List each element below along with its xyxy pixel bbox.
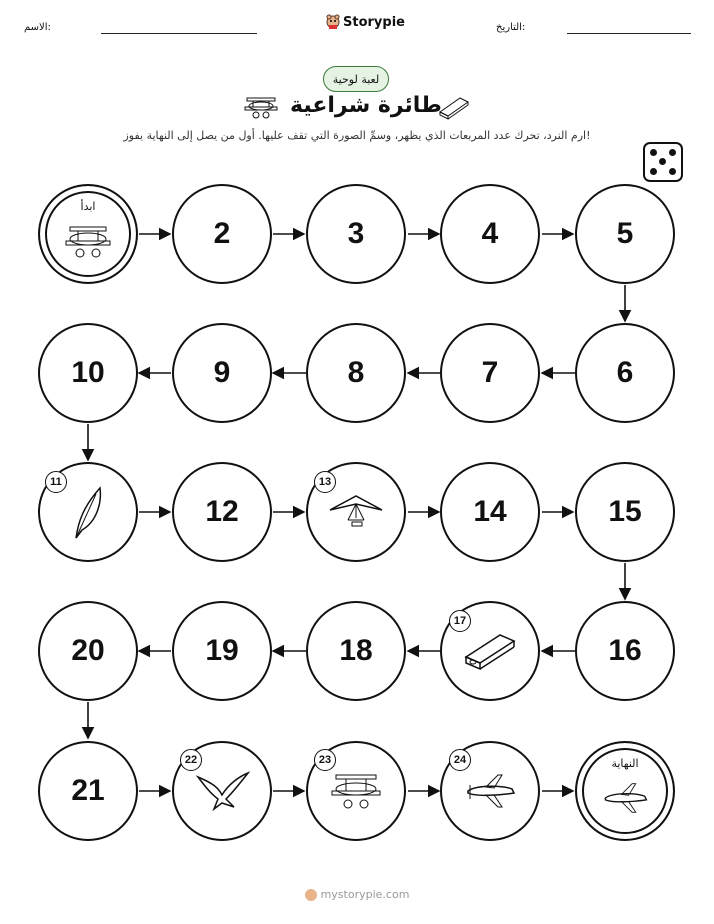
board-cell [306,601,406,701]
cell-number-tag: 24 [449,749,471,771]
propeller-plane-icon [462,771,518,811]
biplane-icon [62,223,114,259]
board-cell [172,601,272,701]
biplane-icon [328,771,384,811]
board-cell [38,323,138,423]
name-label: الاسم: [24,22,51,33]
cell-number: 15 [608,495,642,528]
board-cell [38,601,138,701]
board-cell [575,462,675,562]
wood-plank-icon [462,629,518,673]
cell-number: 19 [205,634,239,667]
instructions: ارم النرد، تحرك عدد المربعات الذي يظهر، وسمِّ الصورة التي تقف عليها. أول من يصل إلى النهاية يفوز! [123,129,591,142]
cell-number: 7 [481,356,499,389]
board-cell [306,323,406,423]
cell-number: 5 [616,217,634,250]
date-label: التاريخ: [496,22,526,33]
footer-url [0,888,714,901]
brand-name: Storypie [343,14,405,30]
end-label: النهاية [611,757,639,770]
cell-number: 6 [616,356,634,389]
cell-number: 10 [71,356,105,389]
hang-glider-icon [326,492,386,532]
board-cell [440,462,540,562]
cell-number-tag: 23 [314,749,336,771]
game-type-badge: لعبة لوحية [323,66,389,92]
board-cell [575,601,675,701]
cell-number: 2 [213,217,231,250]
cell-number: 4 [481,217,499,250]
board-cell [38,741,138,841]
board-cell [172,184,272,284]
board-cell [172,462,272,562]
cell-number: 14 [473,495,507,528]
board-cell [306,184,406,284]
cell-number: 20 [71,634,105,667]
feather-icon [68,484,108,540]
board-cell [172,323,272,423]
cell-number: 8 [347,356,365,389]
cell-number: 3 [347,217,365,250]
board-cell [575,323,675,423]
storypie-mascot-icon [305,889,317,901]
cell-number: 12 [205,495,239,528]
cell-number-tag: 11 [45,471,67,493]
eagle-icon [194,769,250,813]
start-label: ابدأ [80,200,96,213]
page-title: طائرة شراعية [290,93,442,118]
board-cell [440,184,540,284]
board-cell [575,184,675,284]
cell-number: 21 [71,774,105,807]
footer-text: mystorypie.com [320,888,410,901]
cell-number: 16 [608,634,642,667]
board-cell [440,323,540,423]
board-cell-start [38,184,138,284]
cell-number-tag: 22 [180,749,202,771]
propeller-plane-icon [600,780,650,816]
cell-number-tag: 17 [449,610,471,632]
board-cell-end [575,741,675,841]
cell-number-tag: 13 [314,471,336,493]
cell-number: 18 [339,634,373,667]
cell-number: 9 [213,356,231,389]
